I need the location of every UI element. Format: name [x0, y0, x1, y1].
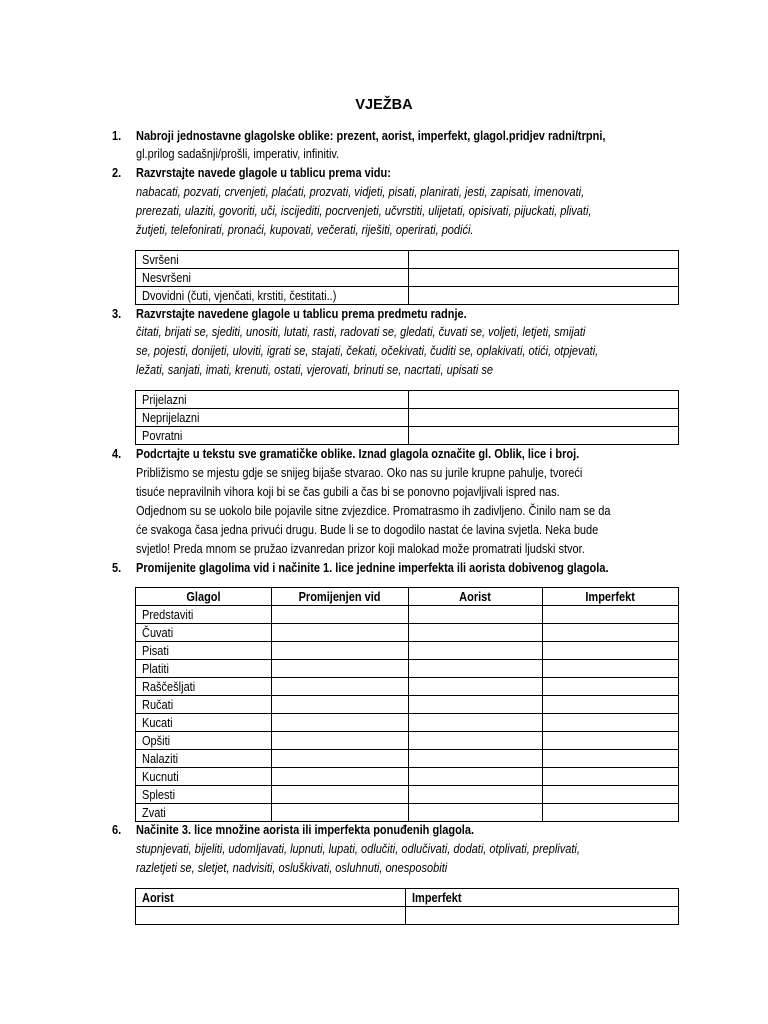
task-2-words-line-1: nabacati, pozvati, crvenjeti, plaćati, prozvati, vidjeti, pisati, planirati, jesti, zapisati, imenovati, [136, 185, 585, 199]
answer-cell[interactable] [409, 409, 679, 427]
table-row [136, 768, 679, 786]
column-header-promijenjen-vid: Promijenjen vid [272, 588, 409, 606]
aspect-table [135, 250, 679, 305]
verb-cell: Ručati [136, 696, 272, 714]
verb-cell: Platiti [136, 660, 272, 678]
column-header-aorist: Aorist [136, 889, 406, 907]
answer-cell[interactable] [136, 907, 406, 925]
promijenjen-vid-cell[interactable] [272, 714, 409, 732]
aorist-imperfect-table [135, 888, 679, 925]
task-6-number: 6. [112, 823, 122, 837]
table-row [136, 907, 679, 925]
verb-cell: Pisati [136, 642, 272, 660]
aorist-cell[interactable] [409, 660, 543, 678]
imperfekt-cell[interactable] [543, 696, 679, 714]
table-header-row [136, 889, 679, 907]
page-title: VJEŽBA [355, 97, 413, 113]
task-4-text-line-5: svjetlo! Preda mnom se pružao izvanredan prizor koji malokad može promatrati ljudski stvor. [136, 542, 585, 556]
task-3-heading: Razvrstajte navedene glagole u tablicu prema predmetu radnje. [136, 307, 467, 321]
task-6-words-line-1: stupnjevati, bijeliti, udomljavati, lupnuti, lupati, odlučiti, odlučivati, dodati, otplivati, preplivati, [136, 842, 580, 856]
promijenjen-vid-cell[interactable] [272, 696, 409, 714]
promijenjen-vid-cell[interactable] [272, 786, 409, 804]
promijenjen-vid-cell[interactable] [272, 624, 409, 642]
table-row [136, 804, 679, 822]
verb-cell: Nalaziti [136, 750, 272, 768]
imperfekt-cell[interactable] [543, 768, 679, 786]
task-4-text-line-4: će svakoga časa jedna privući drugu. Bude li se to dogodilo nastat će lavina svjetla. Neka bude [136, 523, 599, 537]
task-6-heading: Načinite 3. lice množine aorista ili imperfekta ponuđenih glagola. [136, 823, 475, 837]
answer-cell[interactable] [406, 907, 679, 925]
aorist-cell[interactable] [409, 678, 543, 696]
task-4-heading: Podcrtajte u tekstu sve gramatičke oblike. Iznad glagola označite gl. Oblik, lice i broj. [136, 447, 580, 461]
table-cell-label: Nesvršeni [136, 269, 409, 287]
imperfekt-cell[interactable] [543, 786, 679, 804]
verb-rows [136, 606, 679, 822]
table-row [136, 251, 679, 269]
verb-cell: Predstaviti [136, 606, 272, 624]
task-1-line-2: gl.prilog sadašnji/prošli, imperativ, infinitiv. [136, 147, 340, 161]
task-4-text-line-2: tisuće nepravilnih vihora koji bi se čas gubili a čas bi se ponovno pojavljivali ispred nas. [136, 485, 560, 499]
table-row [136, 642, 679, 660]
imperfekt-cell[interactable] [543, 624, 679, 642]
table-row [136, 606, 679, 624]
promijenjen-vid-cell[interactable] [272, 732, 409, 750]
table-header-row [136, 588, 679, 606]
imperfekt-cell[interactable] [543, 732, 679, 750]
aorist-cell[interactable] [409, 768, 543, 786]
verb-cell: Čuvati [136, 624, 272, 642]
imperfekt-cell[interactable] [543, 804, 679, 822]
table-row [136, 678, 679, 696]
verb-cell: Kucnuti [136, 768, 272, 786]
column-header-imperfekt: Imperfekt [406, 889, 679, 907]
aorist-cell[interactable] [409, 732, 543, 750]
task-5-heading: Promijenite glagolima vid i načinite 1. lice jednine imperfekta ili aorista dobivenog glagola. [136, 561, 609, 575]
imperfekt-cell[interactable] [543, 642, 679, 660]
imperfekt-cell[interactable] [543, 714, 679, 732]
task-2-words-line-2: prerezati, ulaziti, govoriti, uči, iscijediti, pocrvenjeti, učvrstiti, ulijetati, opisivati, pijuckati, plivati, [136, 204, 592, 218]
aorist-cell[interactable] [409, 606, 543, 624]
object-table [135, 390, 679, 445]
table-row [136, 750, 679, 768]
column-header-aorist: Aorist [409, 588, 543, 606]
verb-cell: Zvati [136, 804, 272, 822]
verb-cell: Opšiti [136, 732, 272, 750]
answer-cell[interactable] [409, 391, 679, 409]
table-cell-label: Povratni [136, 427, 409, 445]
task-3-number: 3. [112, 307, 122, 321]
task-1-number: 1. [112, 129, 122, 143]
answer-cell[interactable] [409, 287, 679, 305]
task-4-text-line-1: Približismo se mjestu gdje se snijeg bijaše stvarao. Oko nas su jurile krupne pahulje, tvoreći [136, 466, 583, 480]
aorist-cell[interactable] [409, 696, 543, 714]
promijenjen-vid-cell[interactable] [272, 768, 409, 786]
task-1-line-1: Nabroji jednostavne glagolske oblike: prezent, aorist, imperfekt, glagol.pridjev radni/trpni, [136, 129, 606, 143]
imperfekt-cell[interactable] [543, 678, 679, 696]
table-row [136, 714, 679, 732]
task-3-words-line-2: se, pojesti, donijeti, uloviti, igrati se, stajati, čekati, očekivati, čuditi se, oplakivati, otići, otpjevati, [136, 344, 599, 358]
promijenjen-vid-cell[interactable] [272, 678, 409, 696]
task-4-number: 4. [112, 447, 122, 461]
table-row [136, 269, 679, 287]
table-row [136, 624, 679, 642]
table-row [136, 287, 679, 305]
verb-form-table [135, 587, 679, 822]
column-header-glagol: Glagol [136, 588, 272, 606]
task-2-words-line-3: žutjeti, telefonirati, pronaći, kupovati, večerati, riješiti, operirati, podići. [136, 223, 474, 237]
table-row [136, 660, 679, 678]
promijenjen-vid-cell[interactable] [272, 660, 409, 678]
column-header-imperfekt: Imperfekt [543, 588, 679, 606]
verb-cell: Splesti [136, 786, 272, 804]
table-cell-label: Neprijelazni [136, 409, 409, 427]
aorist-cell[interactable] [409, 642, 543, 660]
verb-cell: Kucati [136, 714, 272, 732]
promijenjen-vid-cell[interactable] [272, 606, 409, 624]
imperfekt-cell[interactable] [543, 750, 679, 768]
answer-cell[interactable] [409, 427, 679, 445]
promijenjen-vid-cell[interactable] [272, 750, 409, 768]
aorist-cell[interactable] [409, 750, 543, 768]
answer-cell[interactable] [409, 269, 679, 287]
imperfekt-cell[interactable] [543, 606, 679, 624]
table-row [136, 786, 679, 804]
imperfekt-cell[interactable] [543, 660, 679, 678]
table-row [136, 696, 679, 714]
table-row [136, 732, 679, 750]
aorist-cell[interactable] [409, 624, 543, 642]
table-cell-label: Dvovidni (čuti, vjenčati, krstiti, čestitati..) [136, 287, 409, 305]
task-4-text-line-3: Odjednom su se uokolo bile pojavile sitne zvjezdice. Promatrasmo ih zadivljeno. Činilo nam se da [136, 504, 611, 518]
table-row [136, 427, 679, 445]
task-2-heading: Razvrstajte navede glagole u tablicu prema vidu: [136, 166, 391, 180]
verb-cell: Raščešljati [136, 678, 272, 696]
aorist-cell[interactable] [409, 786, 543, 804]
task-6-words-line-2: razletjeti se, sletjet, nadvisiti, osluškivati, osluhnuti, onesposobiti [136, 861, 448, 875]
task-3-words-line-3: ležati, sanjati, imati, krenuti, ostati, vjerovati, brinuti se, nacrtati, upisati se [136, 363, 494, 377]
task-5-number: 5. [112, 561, 122, 575]
table-cell-label: Svršeni [136, 251, 409, 269]
promijenjen-vid-cell[interactable] [272, 642, 409, 660]
table-row [136, 391, 679, 409]
answer-cell[interactable] [409, 251, 679, 269]
aorist-cell[interactable] [409, 714, 543, 732]
task-2-number: 2. [112, 166, 122, 180]
promijenjen-vid-cell[interactable] [272, 804, 409, 822]
table-cell-label: Prijelazni [136, 391, 409, 409]
task-3-words-line-1: čitati, brijati se, sjediti, unositi, lutati, rasti, radovati se, gledati, čuvati se, voljeti, letjeti, smijati [136, 325, 586, 339]
table-row [136, 409, 679, 427]
aorist-cell[interactable] [409, 804, 543, 822]
